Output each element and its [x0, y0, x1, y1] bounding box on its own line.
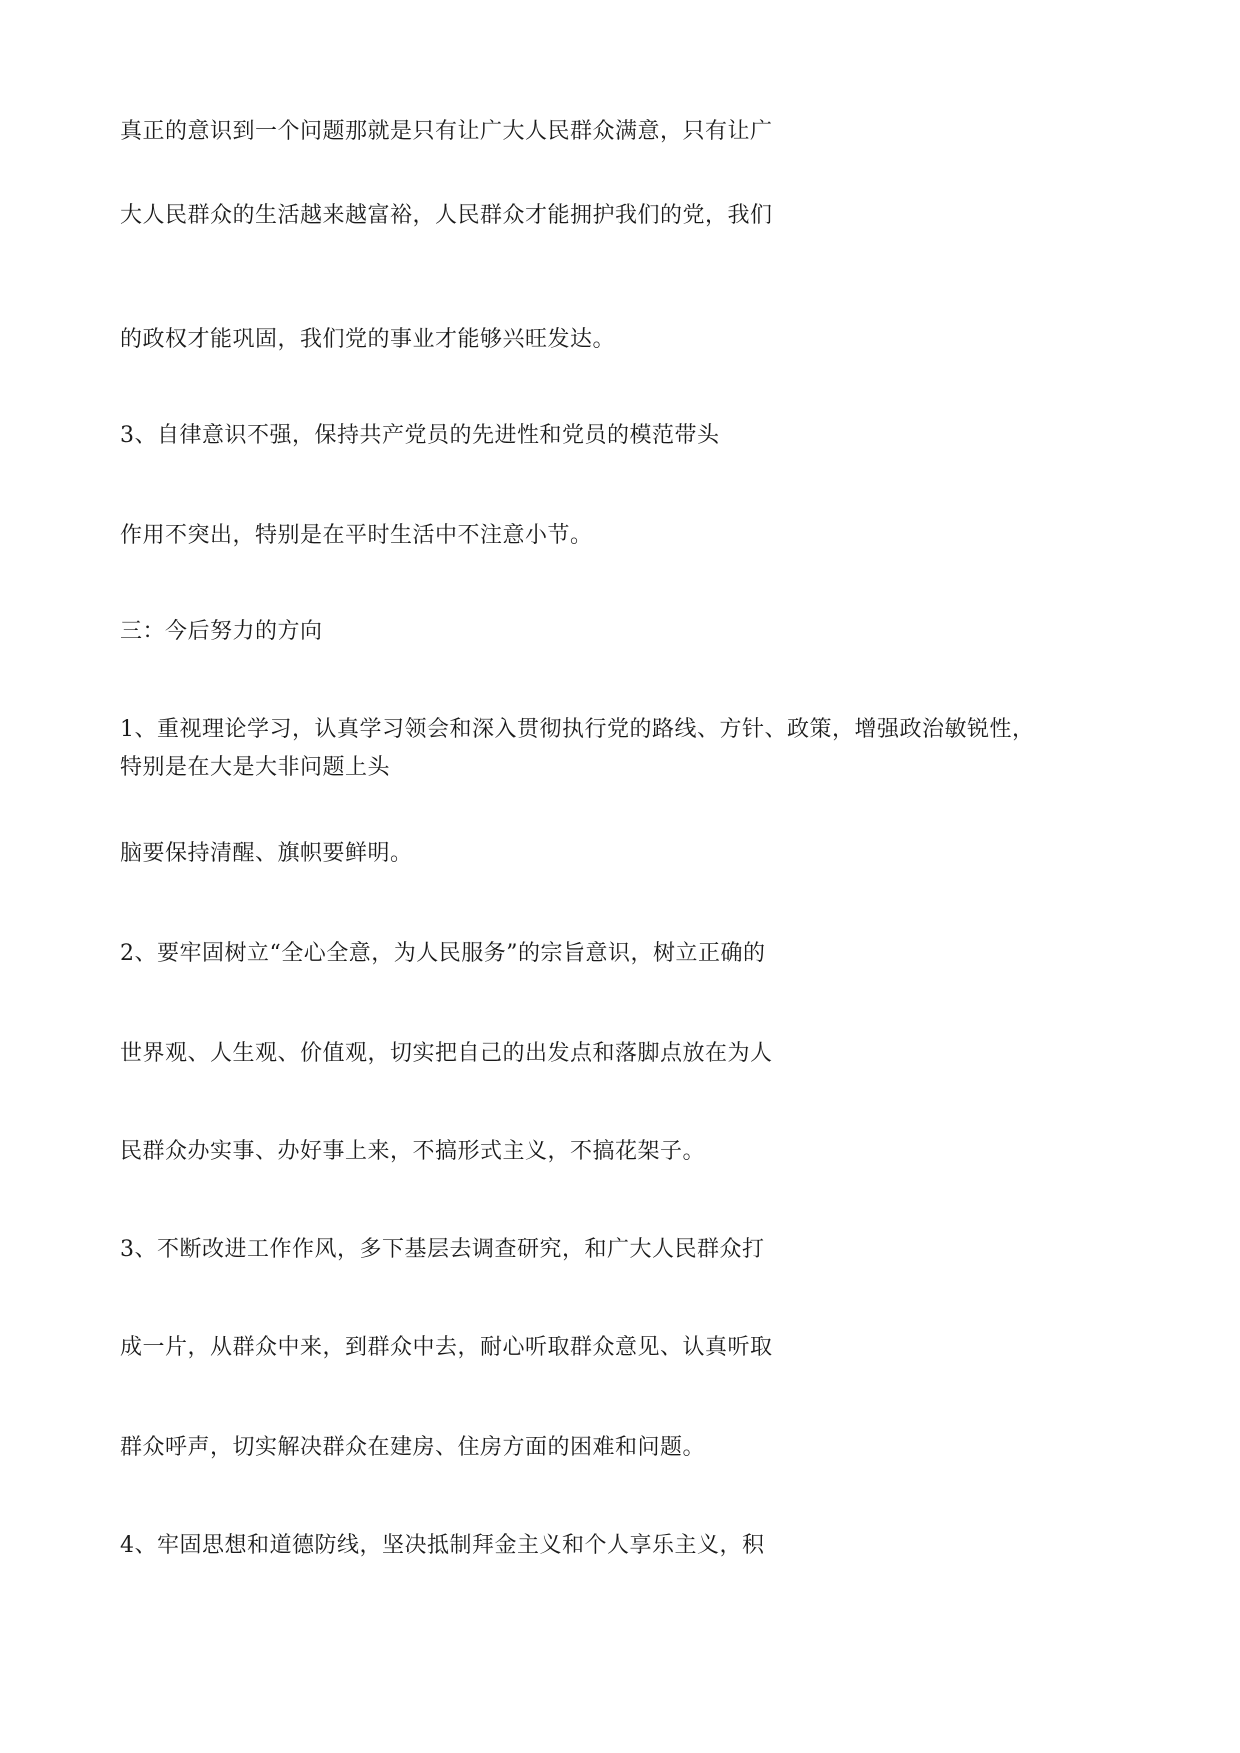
list-item-2: 2、要牢固树立“全心全意，为人民服务”的宗旨意识，树立正确的: [120, 941, 766, 966]
text-line: 作用不突出，特别是在平时生活中不注意小节。: [120, 523, 593, 548]
text-line: 成一片，从群众中来，到群众中去，耐心听取群众意见、认真听取: [120, 1335, 773, 1360]
section-heading: 三：今后努力的方向: [120, 619, 323, 644]
text-line: 脑要保持清醒、旗帜要鲜明。: [120, 841, 413, 866]
list-item-4: 4、牢固思想和道德防线，坚决抵制拜金主义和个人享乐主义，积: [120, 1533, 765, 1558]
text-line: 特别是在大是大非问题上头: [120, 755, 391, 780]
list-item-3: 3、自律意识不强，保持共产党员的先进性和党员的模范带头: [120, 423, 720, 448]
list-item-3b: 3、不断改进工作作风，多下基层去调查研究，和广大人民群众打: [120, 1237, 765, 1262]
text-line: 大人民群众的生活越来越富裕，人民群众才能拥护我们的党，我们: [120, 203, 773, 228]
text-line: 的政权才能巩固，我们党的事业才能够兴旺发达。: [120, 327, 616, 352]
list-item-1: 1、重视理论学习，认真学习领会和深入贯彻执行党的路线、方针、政策，增强政治敏锐性，: [120, 717, 1035, 742]
text-line: 民群众办实事、办好事上来，不搞形式主义，不搞花架子。: [120, 1139, 706, 1164]
text-line: 群众呼声，切实解决群众在建房、住房方面的困难和问题。: [120, 1435, 706, 1460]
text-line: 世界观、人生观、价值观，切实把自己的出发点和落脚点放在为人: [120, 1041, 773, 1066]
text-line: 真正的意识到一个问题那就是只有让广大人民群众满意，只有让广: [120, 119, 773, 144]
